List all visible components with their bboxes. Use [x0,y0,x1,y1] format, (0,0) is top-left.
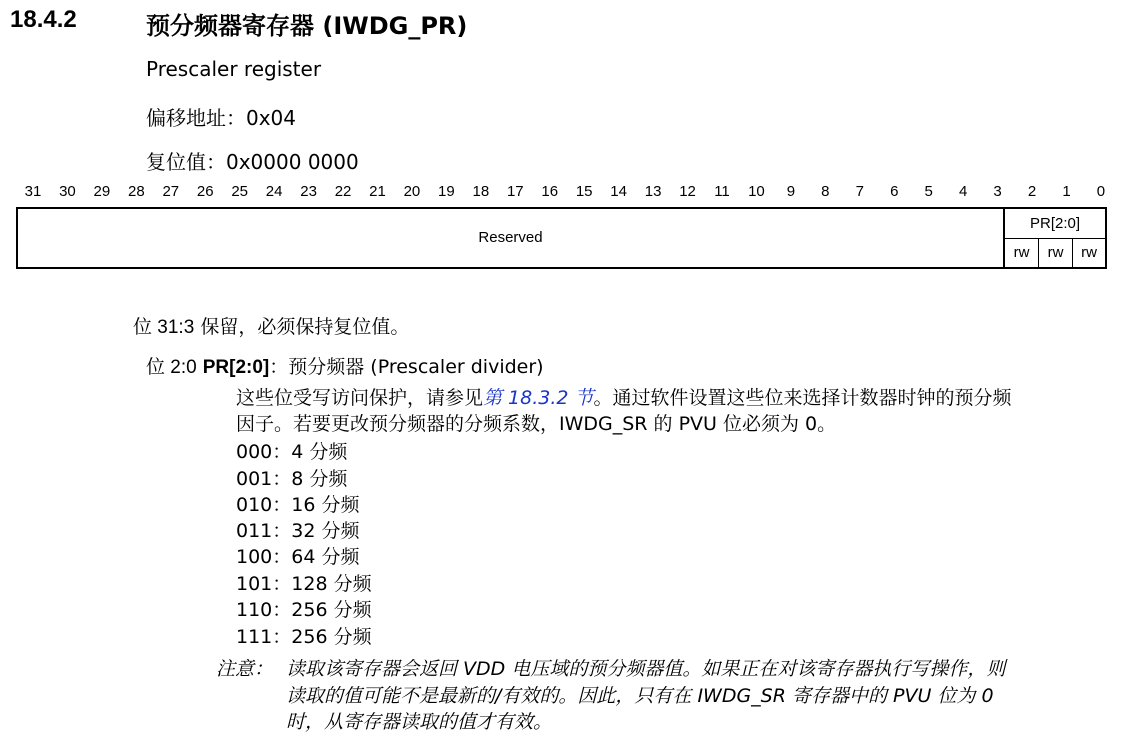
note-line: 读取的值可能不是最新的/有效的。因此，只有在 IWDG_SR 寄存器中的 PVU 位为 0 [286,685,994,707]
pr-field-label: PR[2:0] [1005,209,1105,239]
register-subtitle: Prescaler register [146,57,322,81]
desc-text: 。通过软件设置这些位来选择计数器时钟的预分频 [593,387,1012,409]
note-line: 时，从寄存器读取的值才有效。 [286,711,553,733]
note-label: 注意： [216,658,274,680]
bit-number: 16 [541,183,559,200]
bit-number: 24 [265,183,283,200]
bit-number: 12 [679,183,696,200]
pr-field [1003,209,1105,267]
bits-31-3-desc [133,312,409,339]
bit-number: 18 [472,183,490,200]
option-item: 011：32 分频 [236,520,360,542]
bit-number: 14 [610,183,627,200]
section-number: 18.4.2 [10,6,77,33]
option-item: 010：16 分频 [236,494,360,516]
bit-number: 23 [300,183,317,200]
bit-number: 10 [748,183,765,200]
bits-2-0-heading [146,352,544,379]
bit-number: 8 [821,183,830,200]
note-line: 读取该寄存器会返回 VDD 电压域的预分频器值。如果正在对该寄存器执行写操作，则 [286,658,1006,680]
bit-number: 13 [644,183,662,200]
option-item: 000：4 分频 [236,441,348,463]
option-item: 100：64 分频 [236,546,360,568]
bit-number: 22 [334,183,352,200]
section-link[interactable]: 第 18.3.2 节 [483,387,594,409]
bit-number: 17 [506,183,524,200]
bit-number: 21 [369,183,386,200]
bit-number: 15 [575,183,593,200]
option-item: 111：256 分频 [236,626,372,648]
option-item: 101：128 分频 [236,573,372,595]
offset-address: 偏移地址：0x04 [146,106,297,130]
bit-number: 6 [890,183,899,200]
desc-text: 这些位受写访问保护，请参见 [236,387,484,409]
bit-number: 11 [714,183,730,200]
bit-number: 25 [231,183,249,200]
bit-number: 3 [993,183,1002,200]
bits-2-0-prefix: 位 2:0 [146,357,197,378]
bit-number: 30 [59,183,76,200]
option-item: 110：256 分频 [236,599,372,621]
option-item: 001：8 分频 [236,468,348,490]
bit-number: 20 [403,183,421,200]
pr-description-line-1 [236,383,1012,410]
bit-number: 31 [24,183,42,200]
access-bit-2: rw [1005,239,1039,267]
pr-description-line-2: 因子。若要更改预分频器的分频系数，IWDG_SR 的 PVU 位必须为 0。 [236,413,837,435]
bits-31-3-text: 保留，必须保持复位值。 [200,316,410,338]
bit-number: 2 [1027,183,1037,200]
bit-number: 7 [855,183,864,200]
bit-number: 0 [1096,183,1106,200]
reset-value: 复位值：0x0000 0000 [146,150,359,174]
bit-number: 4 [958,183,968,200]
access-bit-1: rw [1039,239,1073,267]
pr-field-title: ：预分频器 (Prescaler divider) [269,356,544,378]
bit-number: 9 [786,183,796,200]
reserved-field: Reserved [478,229,543,246]
pr-field-name: PR[2:0] [202,357,270,378]
bit-number: 5 [924,183,933,200]
bits-31-3-prefix: 位 31:3 [133,317,195,338]
bit-number: 28 [128,183,145,200]
bit-number: 1 [1062,183,1071,200]
bit-number: 27 [162,183,180,200]
bit-number: 19 [438,183,455,200]
register-diagram [16,207,1107,269]
bit-number: 29 [93,183,111,200]
access-bit-0: rw [1081,244,1097,261]
section-title: 预分频器寄存器 (IWDG_PR) [146,12,468,40]
bit-number: 26 [196,183,214,200]
